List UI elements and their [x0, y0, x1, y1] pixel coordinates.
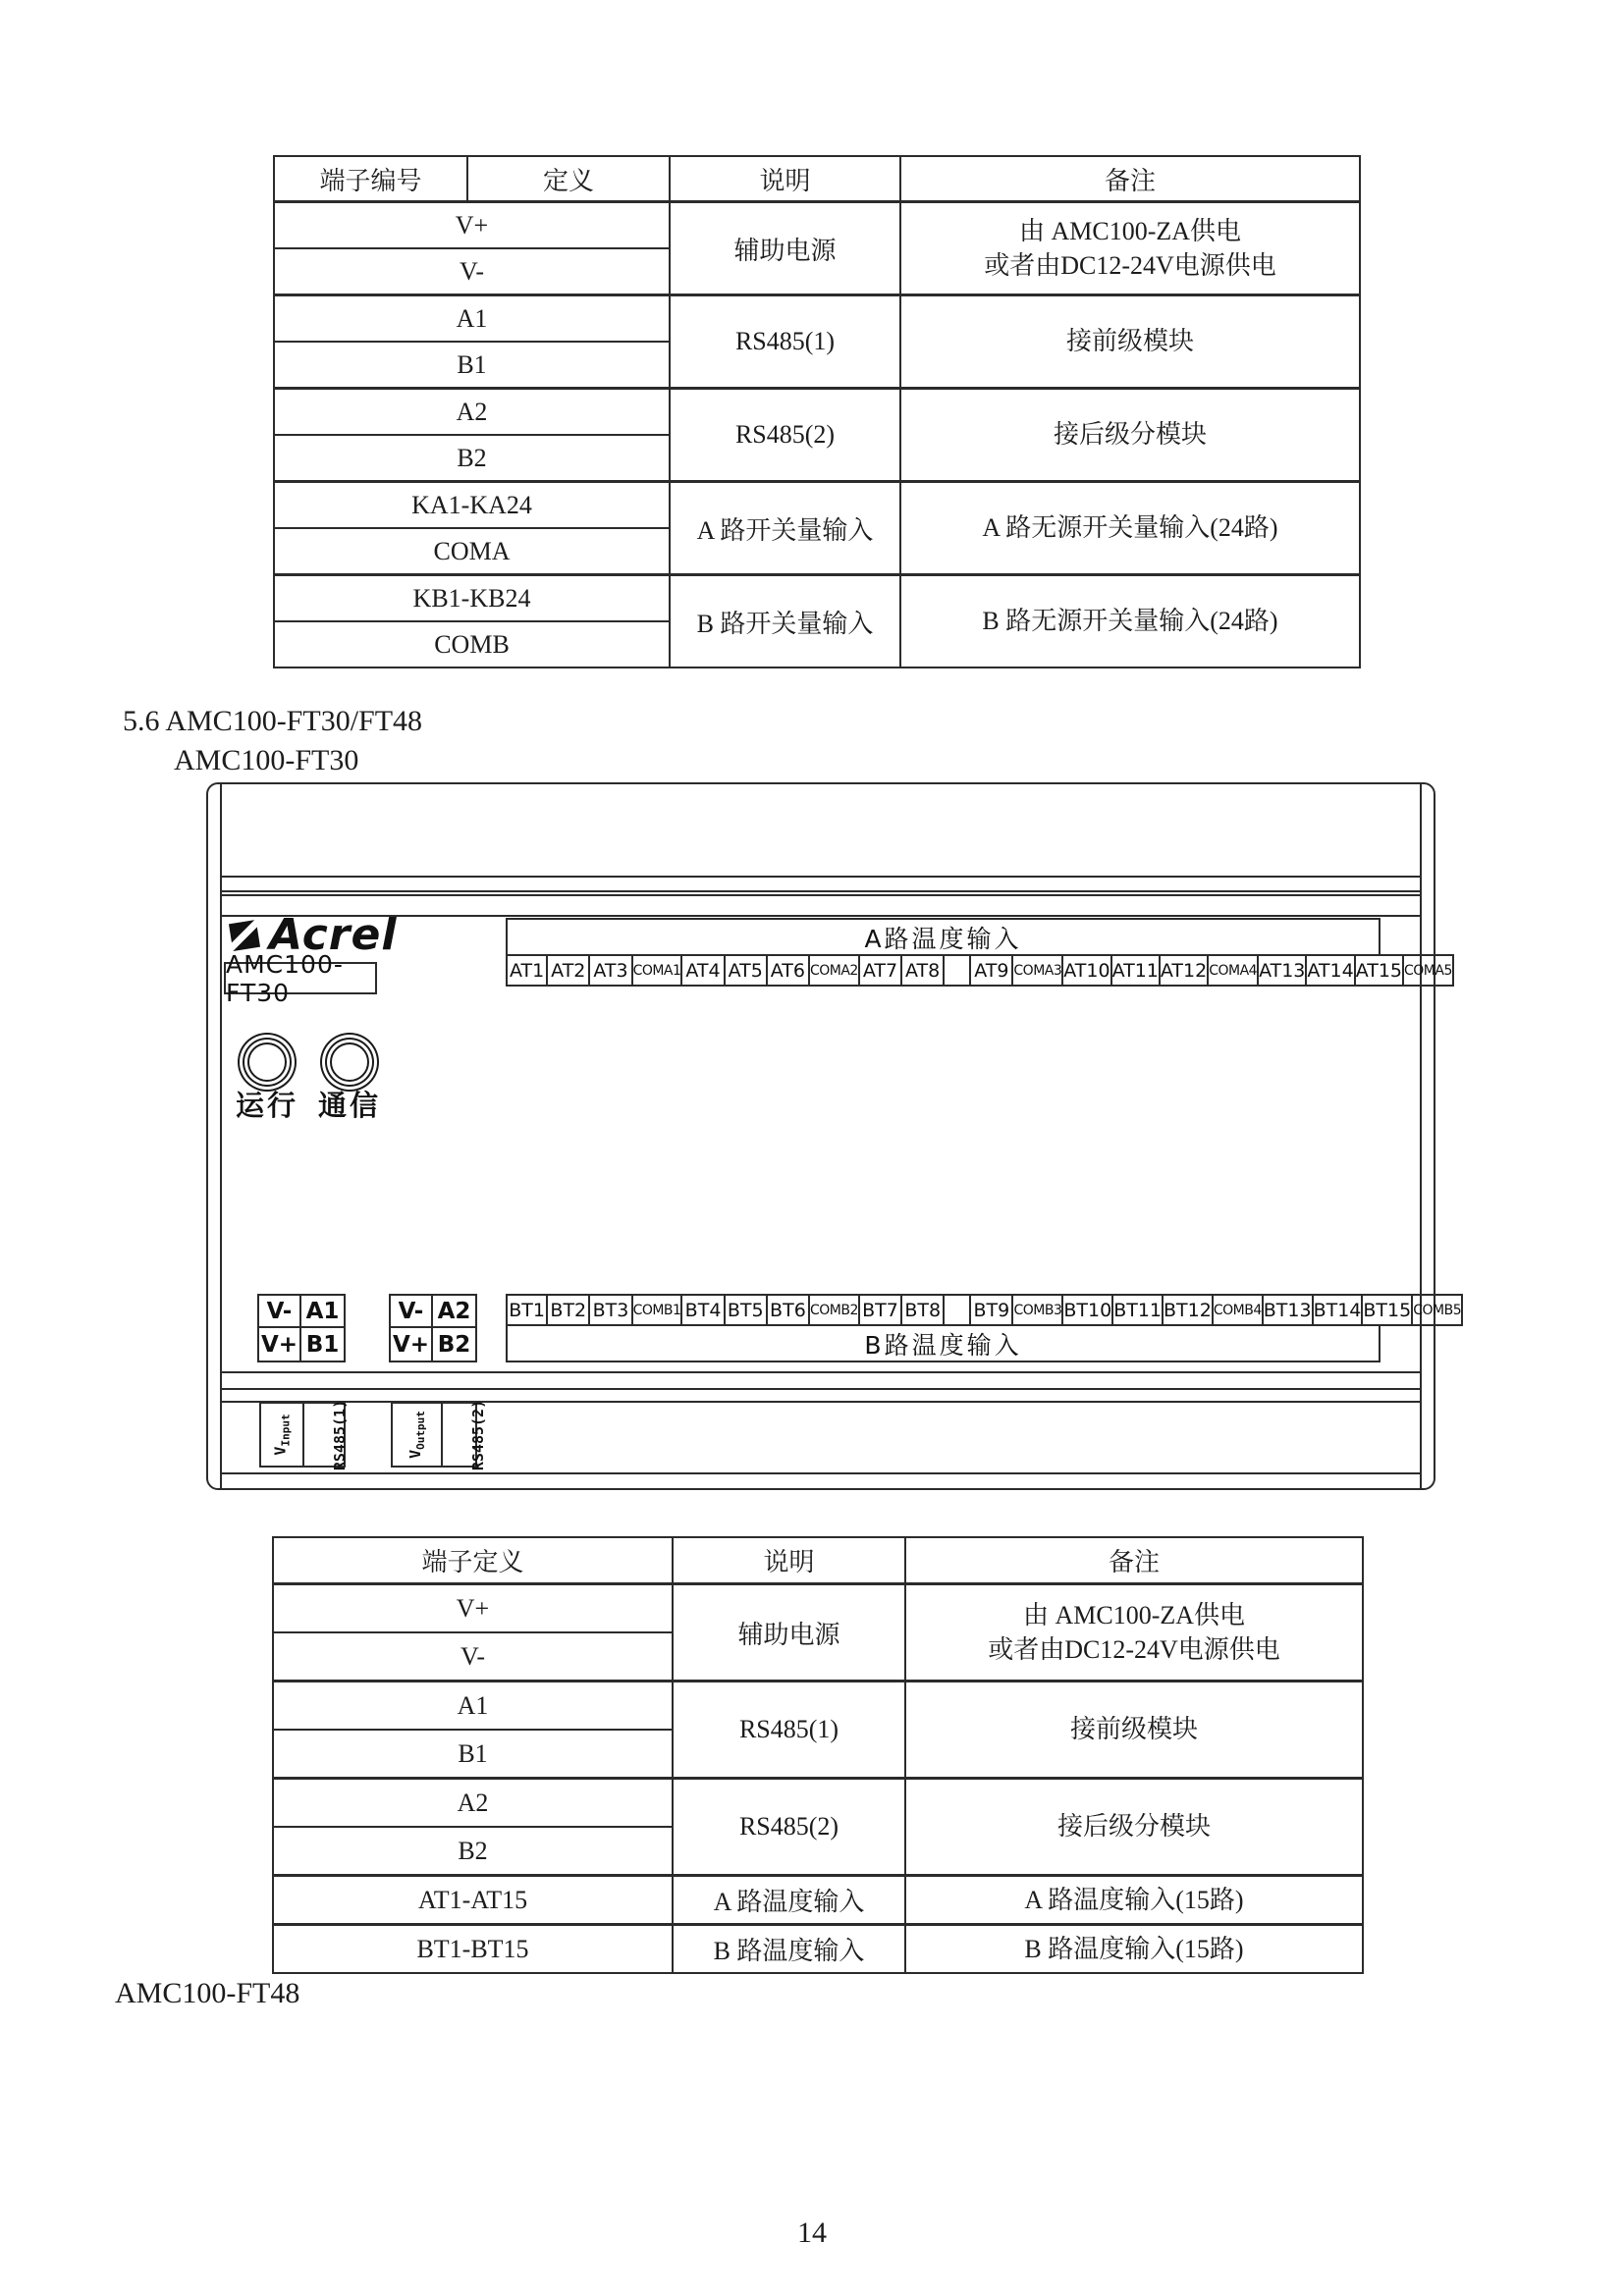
strip-spacer-cell — [945, 1294, 971, 1326]
terminal-cell: AT5 — [726, 954, 768, 987]
terminal-id-cell: B1 — [273, 1730, 673, 1779]
terminal-cell: BT11 — [1113, 1294, 1164, 1326]
terminal-cell: AT2 — [548, 954, 590, 987]
description-cell: RS485(1) — [670, 295, 900, 389]
terminal-cell: COMA1 — [633, 954, 683, 987]
terminal-cell: BT5 — [726, 1294, 768, 1326]
brand-name: Acrel — [269, 910, 398, 960]
terminal-cell: V- — [391, 1296, 433, 1328]
terminal-id-cell: B2 — [273, 1827, 673, 1876]
terminal-cell: COMB3 — [1013, 1294, 1063, 1326]
remark-line: A 路温度输入(15路) — [1024, 1885, 1244, 1914]
remark-line: 接后级分模块 — [1056, 1812, 1211, 1842]
terminal-cell: AT4 — [682, 954, 725, 987]
remark-cell — [900, 575, 1360, 668]
section-subheading-model: AMC100-FT30 — [174, 744, 359, 776]
terminal-id-cell: V+ — [274, 202, 670, 249]
remark-cell — [900, 482, 1360, 575]
acrel-logo-icon — [224, 916, 265, 955]
terminal-cell: BT14 — [1314, 1294, 1364, 1326]
terminal-id-cell: A1 — [273, 1682, 673, 1731]
terminal-id-cell: A1 — [274, 295, 670, 343]
terminal-cell: V- — [259, 1296, 301, 1328]
terminal-cell: AT11 — [1112, 954, 1161, 987]
device-diagram-amc100-ft30 — [206, 782, 1462, 1490]
terminal-cell: A2 — [433, 1296, 475, 1328]
terminal-cell: BT9 — [971, 1294, 1013, 1326]
terminal-id-cell: COMA — [274, 528, 670, 575]
terminal-cell: BT13 — [1264, 1294, 1314, 1326]
description-cell: 辅助电源 — [670, 202, 900, 295]
terminal-id-cell: A2 — [274, 389, 670, 436]
chassis-bottom-rail-line-3 — [220, 1472, 1422, 1474]
terminal-cell: BT8 — [902, 1294, 945, 1326]
rs485-2-label-cell — [443, 1399, 514, 1470]
table-header-cell: 定义 — [467, 156, 670, 202]
v-input-label: $V_{Input}$ — [271, 1414, 293, 1456]
terminal-cell: AT14 — [1307, 954, 1355, 987]
terminal-id-cell: V- — [273, 1632, 673, 1682]
terminal-cell: AT9 — [971, 954, 1013, 987]
remark-cell — [900, 202, 1360, 295]
table-header-cell: 说明 — [670, 156, 900, 202]
terminal-cell: V+ — [391, 1328, 433, 1361]
terminal-cell: BT12 — [1164, 1294, 1214, 1326]
remark-cell — [905, 1779, 1363, 1876]
terminal-id-cell: B1 — [274, 342, 670, 389]
terminal-cell: A1 — [301, 1296, 344, 1328]
chassis-face-top-line — [220, 915, 1422, 917]
terminal-cell: V+ — [259, 1328, 301, 1361]
page-number: 14 — [797, 2216, 827, 2249]
terminal-cell: COMB4 — [1214, 1294, 1264, 1326]
model-label-box: AMC100-FT30 — [224, 962, 377, 994]
rs485-1-label-cell — [304, 1399, 375, 1470]
rs485-2-label: RS485(2) — [468, 1399, 487, 1470]
description-cell: RS485(2) — [673, 1779, 905, 1876]
terminal-cell: BT6 — [768, 1294, 810, 1326]
description-cell: RS485(1) — [673, 1682, 905, 1779]
terminal-cell: BT4 — [682, 1294, 725, 1326]
b-channel-strip-title: B路温度输入 — [506, 1326, 1380, 1362]
terminal-cell: AT15 — [1356, 954, 1404, 987]
terminal-cell: BT3 — [590, 1294, 632, 1326]
table-header-cell: 说明 — [673, 1537, 905, 1584]
terminal-cell: AT13 — [1259, 954, 1307, 987]
description-cell: A 路开关量输入 — [670, 482, 900, 575]
remark-line: 接前级模块 — [1065, 327, 1194, 356]
rs485-2-terminal-block — [389, 1294, 477, 1362]
table-header-cell: 备注 — [900, 156, 1360, 202]
description-cell: B 路开关量输入 — [670, 575, 900, 668]
description-cell: 辅助电源 — [673, 1584, 905, 1682]
terminal-cell: AT10 — [1063, 954, 1111, 987]
terminal-cell: BT15 — [1363, 1294, 1413, 1326]
a-channel-strip-title: A路温度输入 — [506, 918, 1380, 954]
strip-spacer-cell — [945, 954, 971, 987]
run-led-label: 运行 — [236, 1089, 299, 1122]
b-channel-terminal-strip — [506, 1294, 1462, 1362]
chassis-top-rail-line-2 — [220, 890, 1422, 892]
remark-cell — [905, 1682, 1363, 1779]
remark-line: 或者由DC12-24V电源供电 — [988, 1635, 1280, 1664]
table-header-cell: 端子定义 — [273, 1537, 673, 1584]
chassis-bottom-rail-line-1 — [220, 1388, 1422, 1390]
v-input-rs485-1-label-block — [259, 1399, 350, 1470]
terminal-cell: COMB5 — [1413, 1294, 1463, 1326]
terminal-cell: AT8 — [902, 954, 945, 987]
terminal-cell: BT7 — [860, 1294, 902, 1326]
terminal-cell: AT7 — [860, 954, 902, 987]
terminal-cell: COMA3 — [1013, 954, 1063, 987]
terminal-cell: B1 — [305, 1331, 340, 1358]
terminal-id-cell: KB1-KB24 — [274, 575, 670, 622]
remark-line: 接后级分模块 — [1053, 420, 1207, 450]
terminal-table-ft30 — [272, 1536, 1364, 1974]
terminal-id-cell: BT1-BT15 — [273, 1925, 673, 1974]
run-led-indicator — [247, 1042, 287, 1082]
remark-cell — [900, 295, 1360, 389]
chassis-top-rail-line-1 — [220, 876, 1422, 878]
remark-line: 由 AMC100-ZA供电 — [1018, 216, 1242, 245]
terminal-id-cell: A2 — [273, 1779, 673, 1828]
terminal-cell: AT12 — [1161, 954, 1209, 987]
description-cell: A 路温度输入 — [673, 1876, 905, 1925]
terminal-cell: BT2 — [548, 1294, 590, 1326]
terminal-cell: COMA2 — [810, 954, 860, 987]
terminal-cell: AT6 — [768, 954, 810, 987]
terminal-cell: COMB1 — [633, 1294, 683, 1326]
a-channel-terminal-strip — [506, 918, 1452, 987]
terminal-cell: COMB2 — [810, 1294, 860, 1326]
b-channel-terminal-cells — [506, 1294, 1462, 1326]
terminal-id-cell: COMB — [274, 621, 670, 667]
a-channel-terminal-cells — [506, 954, 1452, 987]
remark-line: A 路无源开关量输入(24路) — [982, 513, 1278, 543]
comm-led-indicator — [330, 1042, 369, 1082]
v-input-label-cell — [261, 1404, 304, 1466]
terminal-cell: BT10 — [1063, 1294, 1113, 1326]
table-header-cell: 备注 — [905, 1537, 1363, 1584]
terminal-id-cell: B2 — [274, 435, 670, 482]
remark-cell — [905, 1925, 1363, 1974]
remark-line: B 路无源开关量输入(24路) — [982, 607, 1278, 636]
chassis-face-bottom-line — [220, 1371, 1422, 1373]
remark-line: 接前级模块 — [1069, 1715, 1198, 1744]
terminal-id-cell: V+ — [273, 1584, 673, 1633]
terminal-id-cell: V- — [274, 248, 670, 295]
terminal-id-cell: AT1-AT15 — [273, 1876, 673, 1925]
description-cell: RS485(2) — [670, 389, 900, 482]
description-cell: B 路温度输入 — [673, 1925, 905, 1974]
terminal-cell: COMA5 — [1404, 954, 1454, 987]
remark-line: 或者由DC12-24V电源供电 — [984, 251, 1276, 280]
comm-led-label: 通信 — [318, 1089, 382, 1122]
remark-line: 由 AMC100-ZA供电 — [1022, 1600, 1246, 1629]
remark-cell — [905, 1876, 1363, 1925]
terminal-cell: AT1 — [506, 954, 548, 987]
terminal-cell: B2 — [437, 1331, 471, 1358]
section-heading: 5.6 AMC100-FT30/FT48 — [123, 705, 423, 737]
terminal-id-cell: KA1-KA24 — [274, 482, 670, 529]
rs485-1-terminal-block — [257, 1294, 346, 1362]
v-output-label-cell — [393, 1404, 443, 1466]
table-header-cell: 端子编号 — [274, 156, 467, 202]
chassis-top-rail-line-3 — [220, 894, 1422, 896]
terminal-table-top — [273, 155, 1361, 668]
v-output-rs485-2-label-block — [391, 1399, 487, 1470]
remark-cell — [905, 1584, 1363, 1682]
v-output-label: $V_{Output}$ — [406, 1411, 427, 1459]
terminal-cell: AT3 — [590, 954, 632, 987]
terminal-cell: BT1 — [506, 1294, 548, 1326]
rs485-1-label: RS485(1) — [331, 1399, 350, 1470]
remark-line: B 路温度输入(15路) — [1024, 1934, 1244, 1963]
bottom-model-label: AMC100-FT48 — [115, 1977, 300, 2009]
remark-cell — [900, 389, 1360, 482]
terminal-cell: COMA4 — [1209, 954, 1259, 987]
